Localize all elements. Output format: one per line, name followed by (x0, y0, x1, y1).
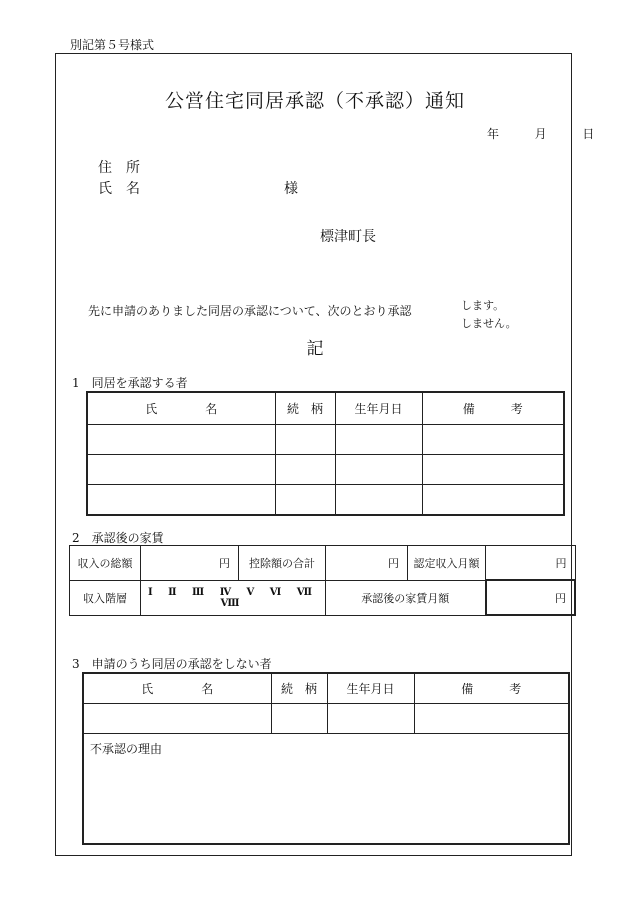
rent-row-rank (70, 580, 576, 615)
body-text: 先に申請のありました同居の承認について、次のとおり承認 (88, 304, 412, 318)
header-name: 氏 名 (83, 673, 271, 704)
label-total-income: 収入の総額 (70, 546, 141, 581)
date-line (487, 125, 594, 142)
header-birthdate: 生年月日 (335, 392, 422, 425)
cell (275, 485, 335, 516)
header-relation: 続 柄 (271, 673, 327, 704)
cell (335, 455, 422, 485)
table-row (83, 704, 569, 734)
header-name: 氏 名 (87, 392, 275, 425)
cell (87, 485, 275, 516)
section3-heading: 3 申請のうち同居の承認をしない者 (72, 657, 272, 671)
date-month: 月 (534, 127, 547, 141)
cell (422, 485, 564, 516)
label-approved-rent: 承認後の家賃月額 (326, 580, 486, 615)
header-remarks: 備 考 (414, 673, 569, 704)
cell (87, 425, 275, 455)
cell (275, 425, 335, 455)
issuer: 標津町長 (320, 229, 376, 245)
rent-table (69, 545, 576, 616)
header-relation: 続 柄 (275, 392, 335, 425)
table-row (87, 455, 564, 485)
cell (414, 704, 569, 734)
honorific: 様 (284, 181, 298, 197)
section2-heading: 2 承認後の家賃 (72, 531, 164, 545)
cell (275, 455, 335, 485)
label-income-rank: 収入階層 (70, 580, 141, 615)
table-row (87, 485, 564, 516)
cell (271, 704, 327, 734)
cell (83, 704, 271, 734)
value-approved-rent: 円 (486, 580, 576, 615)
reason-row (83, 734, 569, 845)
document-title: 公営住宅同居承認（不承認）通知 (164, 90, 465, 112)
form-number: 別記第５号様式 (70, 38, 155, 52)
denial-reason: 不承認の理由 (83, 734, 569, 845)
name-label: 氏 名 (98, 181, 140, 197)
table-row (87, 425, 564, 455)
address-label: 住 所 (98, 160, 140, 176)
cell (327, 704, 414, 734)
label-deduction-total: 控除額の合計 (239, 546, 326, 581)
value-deduction-total: 円 (326, 546, 408, 581)
cell (87, 455, 275, 485)
value-monthly-income: 円 (486, 546, 576, 581)
cell (335, 425, 422, 455)
section1-heading: 1 同居を承認する者 (72, 376, 188, 390)
option-approve: します。 (461, 299, 505, 312)
ki-heading: 記 (306, 339, 324, 359)
header-remarks: 備 考 (422, 392, 564, 425)
value-total-income: 円 (141, 546, 239, 581)
date-year: 年 (487, 127, 500, 141)
header-birthdate: 生年月日 (327, 673, 414, 704)
table-header-row (83, 673, 569, 704)
cell (422, 455, 564, 485)
rent-row-income (70, 546, 576, 581)
cell (335, 485, 422, 516)
table-header-row (87, 392, 564, 425)
date-day: 日 (582, 127, 595, 141)
option-deny: しません。 (461, 317, 517, 330)
label-monthly-income: 認定収入月額 (408, 546, 486, 581)
income-rank-options: Ⅰ Ⅱ Ⅲ Ⅳ Ⅴ Ⅵ Ⅶ Ⅷ (141, 580, 326, 615)
approved-persons-table (86, 391, 565, 516)
denied-persons-table (82, 672, 570, 845)
cell (422, 425, 564, 455)
